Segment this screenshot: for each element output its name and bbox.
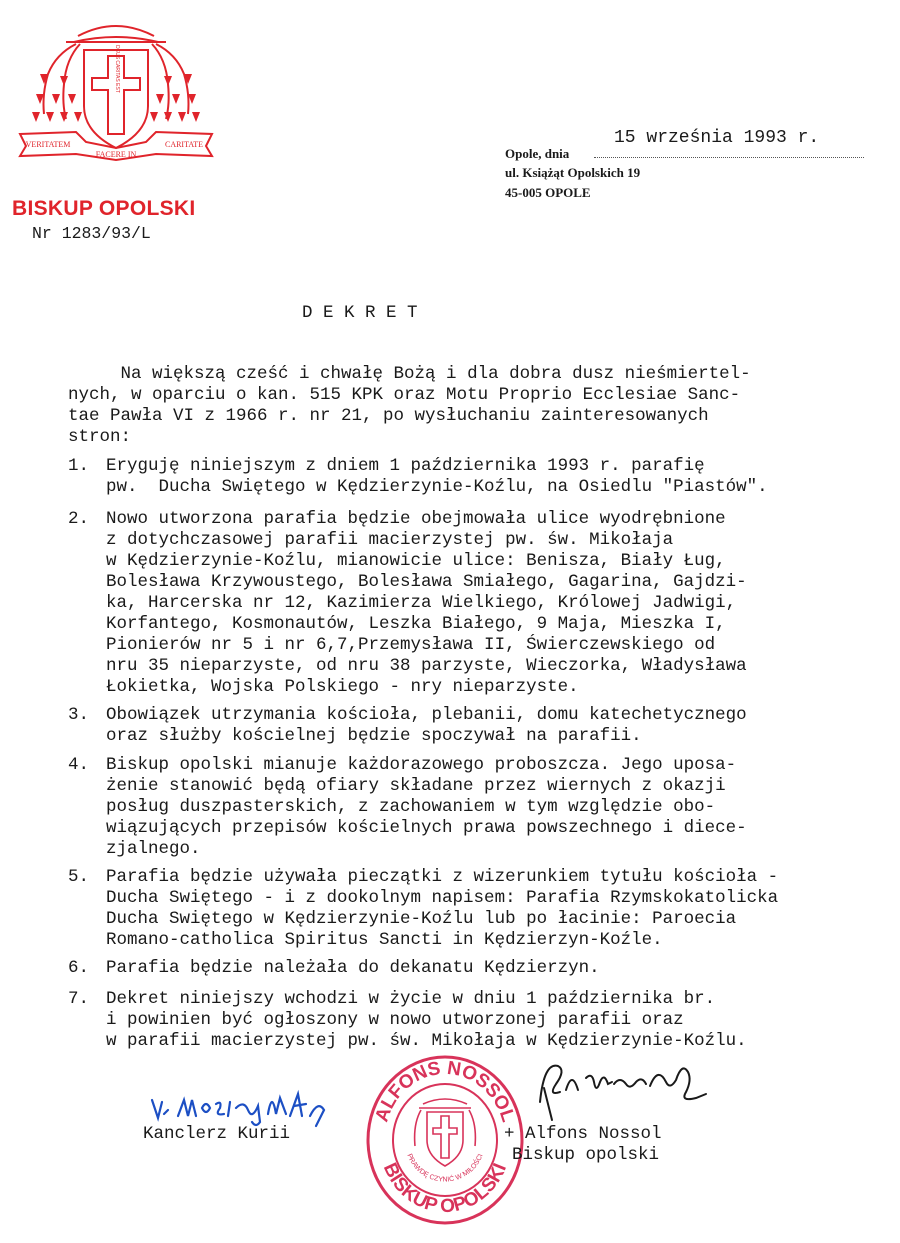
bishop-name: + Alfons Nossol	[504, 1124, 662, 1144]
item-line: w parafii macierzystej pw. św. Mikołaja w Kędzierzynie-Koźlu.	[106, 1031, 747, 1051]
item-line: Eryguję niniejszym z dniem 1 października 1993 r. parafię	[106, 456, 705, 476]
item-number: 4.	[68, 755, 90, 775]
item-line: wiązujących przepisów kościelnych prawa powszechnego i diece-	[106, 818, 747, 838]
document-date: 15 września 1993 r.	[614, 128, 820, 148]
item-line: Biskup opolski mianuje każdorazowego proboszcza. Jego uposa-	[106, 755, 737, 775]
address-street: ul. Książąt Opolskich 19	[505, 165, 641, 180]
item-line: Ducha Swiętego w Kędzierzynie-Koźlu lub po łacinie: Paroecia	[106, 909, 737, 929]
item-line: Romano-catholica Spiritus Sancti in Kędzierzyn-Koźle.	[106, 930, 663, 950]
item-number: 6.	[68, 958, 90, 978]
item-number: 3.	[68, 705, 90, 725]
item-line: nru 35 nieparzyste, od nru 38 parzyste, Wieczorka, Władysława	[106, 656, 747, 676]
item-line: z dotychczasowej parafii macierzystej pw. św. Mikołaja	[106, 530, 674, 550]
item-number: 5.	[68, 867, 90, 887]
item-line: ka, Harcerska nr 12, Kazimierza Wielkiego, Królowej Jadwigi,	[106, 593, 737, 613]
item-line: Łokietka, Wojska Polskiego - nry nieparzyste.	[106, 677, 579, 697]
item-number: 2.	[68, 509, 90, 529]
item-line: Korfantego, Kosmonautów, Leszka Białego, 9 Maja, Mieszka I,	[106, 614, 726, 634]
seal-inner-text: PRAWDĘ CZYNIĆ W MIŁOŚCI	[405, 1152, 485, 1184]
letterhead-title: BISKUP OPOLSKI	[12, 197, 196, 220]
intro-line: tae Pawła VI z 1966 r. nr 21, po wysłuchaniu zainteresowanych	[68, 406, 709, 426]
bishop-signature-icon	[500, 1052, 710, 1122]
intro-line: nych, w oparciu o kan. 515 KPK oraz Motu Proprio Ecclesiae Sanc-	[68, 385, 741, 405]
item-line: pw. Ducha Swiętego w Kędzierzynie-Koźlu, na Osiedlu "Piastów".	[106, 477, 768, 497]
decree-title: D E K R E T	[302, 303, 418, 323]
item-line: w Kędzierzynie-Koźlu, mianowicie ulice: Benisza, Biały Ług,	[106, 551, 726, 571]
svg-text:ALFONS NOSSOL	[372, 1058, 519, 1125]
intro-line: stron:	[68, 427, 132, 447]
intro-line: Na większą cześć i chwałę Bożą i dla dobra dusz nieśmiertel-	[68, 364, 751, 384]
item-line: posług duszpasterskich, z zachowaniem w tym względzie obo-	[106, 797, 716, 817]
item-line: Dekret niniejszy wchodzi w życie w dniu 1 października br.	[106, 989, 716, 1009]
crest-motto-right: CARITATE	[164, 140, 204, 149]
item-number: 1.	[68, 456, 90, 476]
place-label: Opole, dnia	[505, 146, 570, 161]
reference-number: Nr 1283/93/L	[32, 224, 151, 243]
bishop-role: Biskup opolski	[512, 1145, 660, 1165]
item-line: Nowo utworzona parafia będzie obejmowała ulice wyodrębnione	[106, 509, 726, 529]
svg-text:BISKUP OPOLSKI	[379, 1160, 511, 1217]
item-line: Bolesława Krzywoustego, Bolesława Smiałego, Gagarina, Gajdzi-	[106, 572, 747, 592]
seal-outer-bottom-text: BISKUP OPOLSKI	[378, 1159, 512, 1218]
item-line: Pionierów nr 5 i nr 6,7,Przemysława II, Świerczewskiego od	[106, 635, 716, 655]
item-line: i powinien być ogłoszony w nowo utworzonej parafii oraz	[106, 1010, 684, 1030]
chancellor-signature-icon	[148, 1070, 333, 1130]
seal-outer-top-text: ALFONS NOSSOL	[371, 1057, 519, 1125]
item-line: Obowiązek utrzymania kościoła, plebanii, domu katechetycznego	[106, 705, 747, 725]
item-line: żenie stanowić będą ofiary składane przez wiernych z okazji	[106, 776, 726, 796]
item-line: Parafia będzie używała pieczątki z wizerunkiem tytułu kościoła -	[106, 867, 779, 887]
item-number: 7.	[68, 989, 90, 1009]
crest-motto-left: VERITATEM	[25, 140, 71, 149]
item-line: oraz służby kościelnej będzie spoczywał na parafii.	[106, 726, 642, 746]
crest-motto-center: FACERE IN	[95, 150, 137, 159]
decree-intro	[68, 364, 751, 448]
crest-cross-text: DEUS CARITAS EST	[114, 45, 120, 93]
date-dotted-line	[594, 147, 864, 158]
address-city: 45-005 OPOLE	[505, 185, 591, 200]
item-line: Ducha Swiętego - i z dookolnym napisem: Parafia Rzymskokatolicka	[106, 888, 779, 908]
chancellor-label: Kanclerz Kurii	[143, 1124, 291, 1144]
item-line: Parafia będzie należała do dekanatu Kędzierzyn.	[106, 958, 600, 978]
item-line: zjalnego.	[106, 839, 201, 859]
coat-of-arms-crest-icon	[16, 14, 216, 174]
